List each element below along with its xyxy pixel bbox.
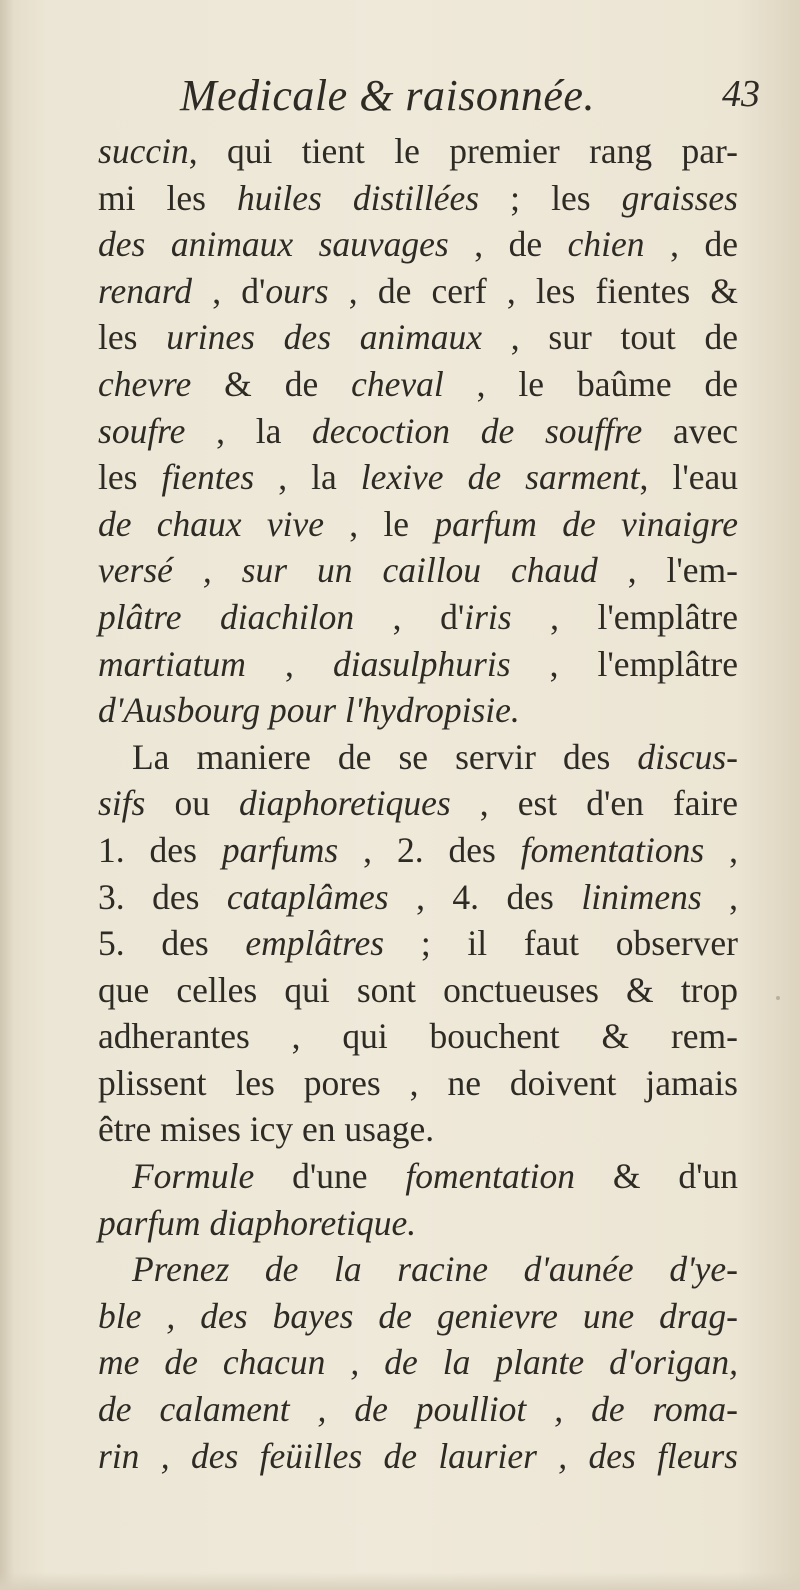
text-line: chevre & de cheval , le baûme de — [98, 363, 738, 404]
text-line: me de chacun , de la plante d'origan, — [98, 1342, 738, 1383]
text-line: soufre , la decoction de souffre avec — [98, 410, 738, 451]
text-line: plissent les pores , ne doivent jamais — [98, 1062, 738, 1103]
text-line: adherantes , qui bouchent & rem- — [98, 1016, 738, 1057]
text-line: La maniere de se servir des discus- — [132, 736, 738, 777]
text-line: 3. des cataplâmes , 4. des linimens , — [98, 876, 739, 917]
text-line: de chaux vive , le parfum de vinaigre — [98, 503, 738, 544]
ink-spot — [776, 996, 780, 1000]
text-line: mi les huiles distillées ; les graisses — [98, 177, 738, 218]
text-line: sifs ou diaphoretiques , est d'en faire — [98, 783, 739, 824]
body-text — [98, 128, 738, 1479]
text-line: d'Ausbourg pour l'hydropisie. — [98, 690, 520, 731]
running-title: Medicale & raisonnée. — [180, 71, 595, 120]
page-bottom-edge — [0, 1572, 800, 1590]
text-line: succin, qui tient le premier rang par- — [98, 131, 738, 171]
text-line: de calament , de poulliot , de roma- — [98, 1389, 738, 1430]
text-line: être mises icy en usage. — [98, 1109, 435, 1150]
text-line: versé , sur un caillou chaud , l'em- — [98, 550, 738, 591]
text-line: rin , des feüilles de laurier , des fleurs — [98, 1435, 738, 1476]
text-line: 1. des parfums , 2. des fomentations , — [98, 829, 739, 870]
page-number: 43 — [722, 73, 760, 115]
text-line: Formule d'une fomentation & d'un — [132, 1156, 739, 1197]
text-line: martiatum , diasulphuris , l'emplâtre — [98, 643, 738, 684]
text-line: renard , d'ours , de cerf , les fientes & — [98, 270, 738, 311]
text-line: que celles qui sont onctueuses & trop — [98, 969, 738, 1010]
text-line: Prenez de la racine d'aunée d'ye- — [132, 1249, 738, 1290]
page-header — [180, 70, 760, 130]
text-line: plâtre diachilon , d'iris , l'emplâtre — [98, 596, 738, 637]
text-line: parfum diaphoretique. — [98, 1202, 417, 1243]
text-line: 5. des emplâtres ; il faut observer — [98, 923, 738, 964]
text-line: les fientes , la lexive de sarment, l'eau — [98, 457, 738, 498]
page-gutter-shadow — [0, 0, 14, 1590]
text-line: des animaux sauvages , de chien , de — [98, 224, 738, 265]
text-line: ble , des bayes de genievre une drag- — [98, 1295, 738, 1336]
text-line: les urines des animaux , sur tout de — [98, 317, 738, 358]
